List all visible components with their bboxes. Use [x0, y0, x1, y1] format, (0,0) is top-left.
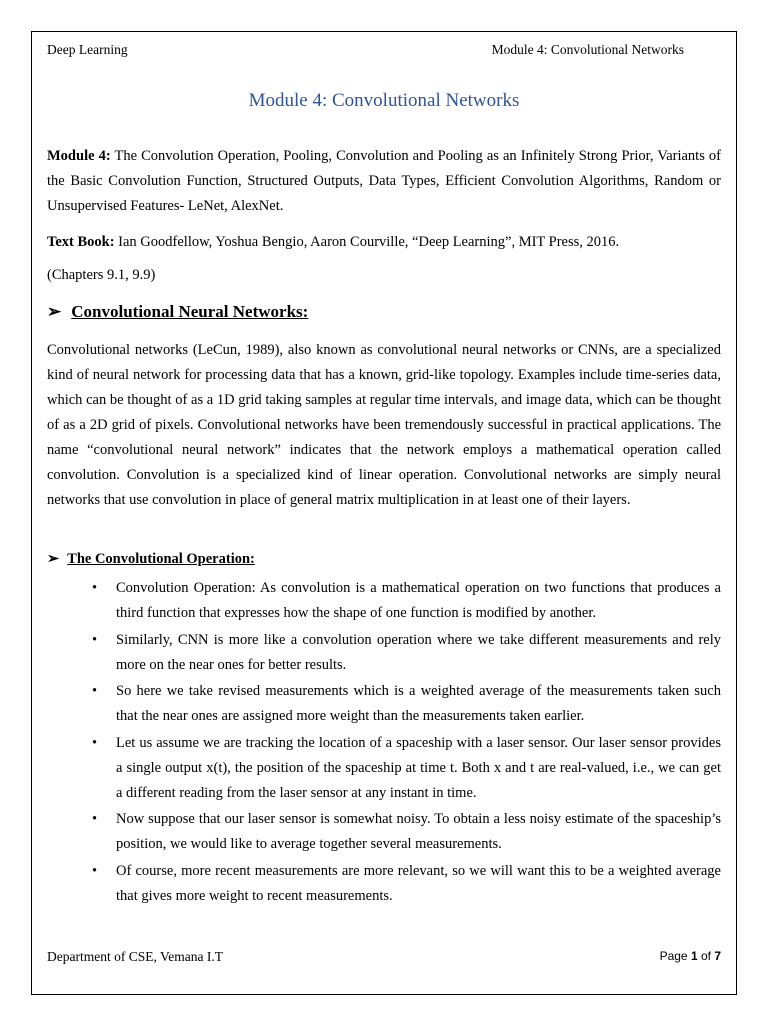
section-heading-cnn — [47, 302, 308, 322]
list-item — [87, 679, 721, 729]
cnn-body-paragraph: Convolutional networks (LeCun, 1989), also known as convolutional neural networks or CNNs, are a specialized kind of neural network for processing data that has a known, grid-like topology. Examples include time-series data, which can be thought of as a 1D grid taking samples at regular time intervals, and image data, which can be thought of as a 2D grid of pixels. Convolutional networks have been tremendously successful in practical applications. The name “convolutional neural network” indicates that the network employs a mathematical operation called convolution. Convolution is a specialized kind of linear operation. Convolutional networks are simply neural networks that use convolution in place of general matrix multiplication in at least one of their layers. — [47, 342, 721, 508]
bullet-dot-icon: • — [92, 734, 98, 751]
list-item-text: Let us assume we are tracking the location of a spaceship with a laser sensor. Our laser sensor provides a single output x(t), the position of the spaceship at time t. Both x and t are real-valued, i.e., we can get a different reading from the laser sensor at any instant in time. — [116, 734, 721, 801]
list-item-text: So here we take revised measurements which is a weighted average of the measurements taken such that the near ones are assigned more weight than the measurements taken earlier. — [116, 683, 721, 724]
page-word: Page — [659, 949, 691, 963]
current-page: 1 — [690, 949, 698, 963]
header-module: Module 4: Convolutional Networks — [491, 42, 684, 57]
of-word: of — [697, 949, 715, 963]
textbook-text: Ian Goodfellow, Yoshua Bengio, Aaron Courville, “Deep Learning”, MIT Press, 2016. — [114, 234, 620, 250]
chapters-note: (Chapters 9.1, 9.9) — [47, 267, 156, 283]
arrow-bullet-icon: ➢ — [47, 551, 60, 567]
list-item-text: Of course, more recent measurements are more relevant, so we will want this to be a weighted average that gives more weight to recent measurements. — [116, 862, 721, 904]
list-item — [87, 576, 721, 626]
bullet-dot-icon: • — [92, 580, 98, 596]
page-number — [660, 949, 721, 963]
bullet-dot-icon: • — [92, 811, 98, 827]
textbook-paragraph — [47, 230, 721, 255]
textbook-label: Text Book: — [47, 234, 115, 250]
section-heading-text: The Convolutional Operation: — [67, 551, 255, 567]
page-title: Module 4: Convolutional Networks — [248, 90, 520, 111]
module-text: The Convolution Operation, Pooling, Convolution and Pooling as an Infinitely Strong Prior, Variants of the Basic Convolution Function, Structured Outputs, Data Types, Efficient Convolution Algorithms, Random or Unsupervised Features- LeNet, AlexNet. — [47, 148, 721, 214]
arrow-bullet-icon: ➢ — [47, 302, 62, 321]
list-item — [87, 731, 721, 806]
bullet-dot-icon: • — [92, 631, 98, 648]
bullet-list — [87, 576, 721, 910]
total-pages: 7 — [714, 949, 721, 963]
header-course: Deep Learning — [47, 42, 128, 57]
list-item — [87, 807, 721, 857]
list-item-text: Convolution Operation: As convolution is a mathematical operation on two functions that produces a third function that expresses how the shape of one function is modified by another. — [116, 580, 721, 621]
module-label: Module 4: — [47, 148, 111, 164]
section-heading-operation — [47, 551, 255, 568]
list-item-text: Now suppose that our laser sensor is somewhat noisy. To obtain a less noisy estimate of the spaceship’s position, we would like to average together several measurements. — [116, 811, 721, 852]
section-heading-text: Convolutional Neural Networks: — [71, 302, 309, 321]
list-item — [87, 859, 721, 909]
bullet-dot-icon: • — [92, 862, 98, 879]
module-paragraph — [47, 144, 721, 219]
bullet-dot-icon: • — [92, 683, 98, 699]
list-item — [87, 628, 721, 678]
footer-department: Department of CSE, Vemana I.T — [47, 949, 223, 964]
list-item-text: Similarly, CNN is more like a convolution operation where we take different measurements and rely more on the near ones for better results. — [116, 631, 721, 673]
